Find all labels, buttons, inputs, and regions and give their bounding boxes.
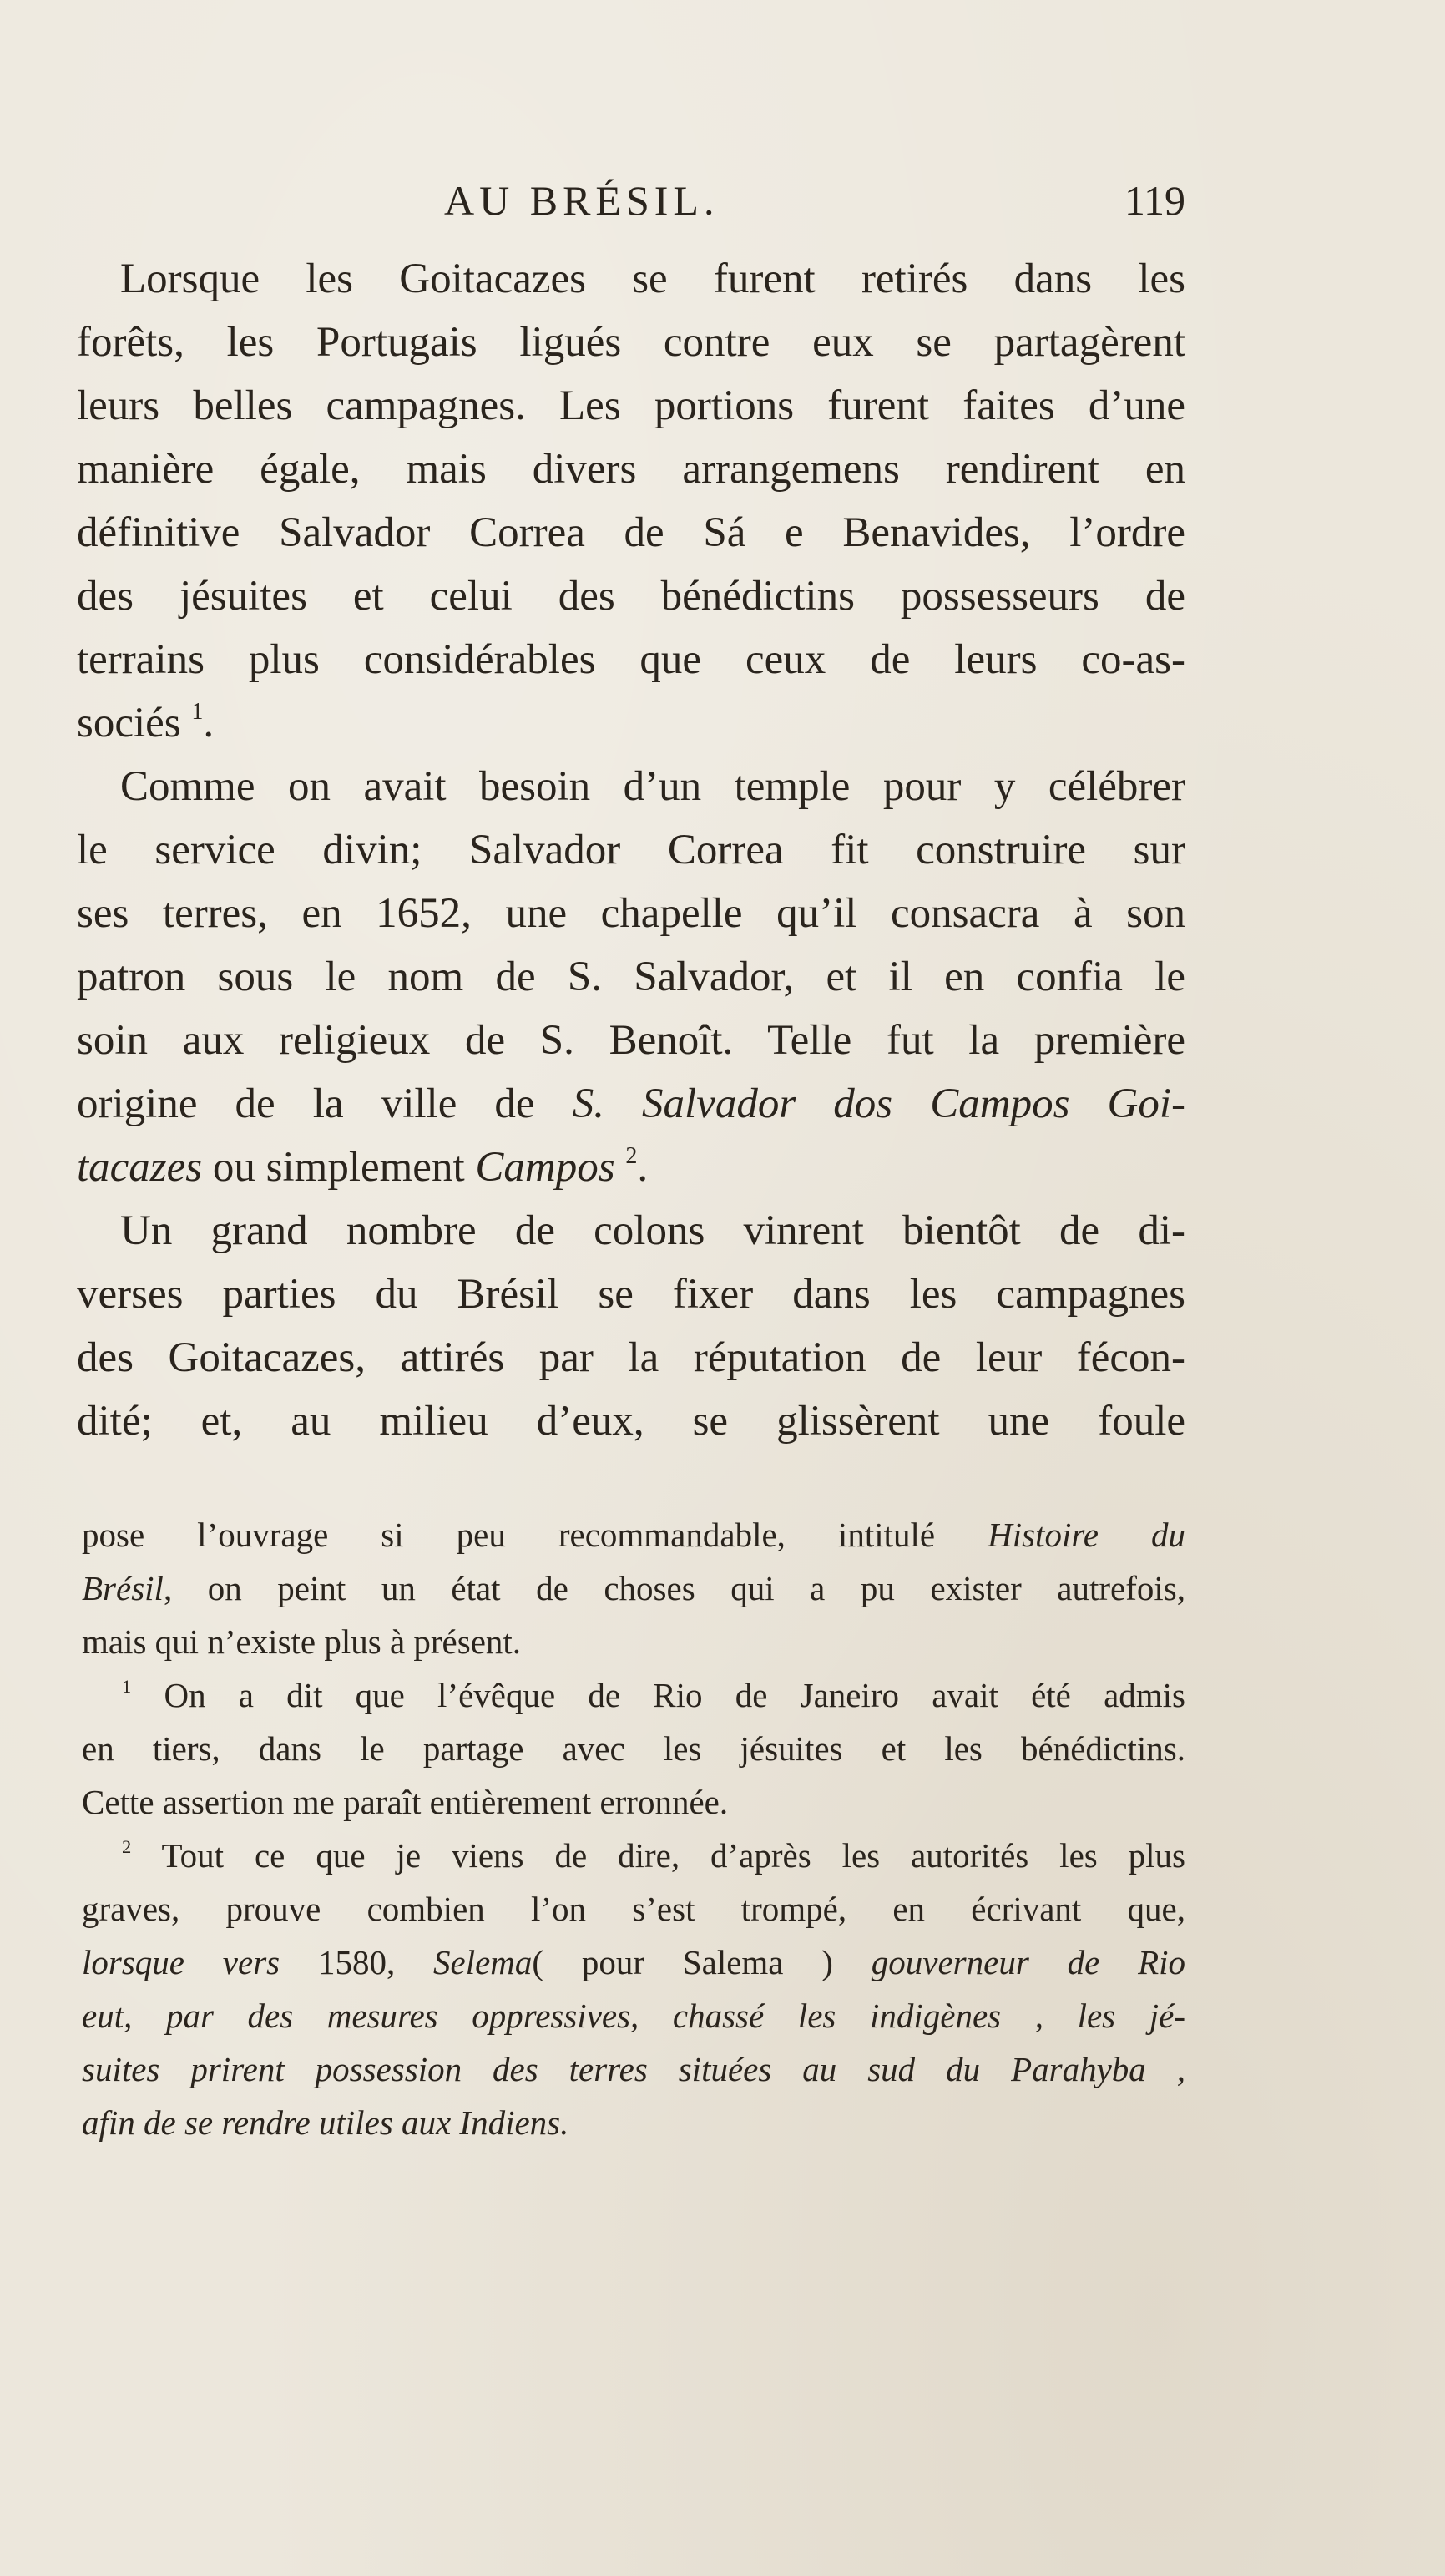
italic-quote: afin de se rendre utiles aux Indiens. [82, 2103, 569, 2142]
text-fragment: sociés [77, 700, 181, 746]
text-line: soin aux religieux de S. Benoît. Telle fut la première [77, 1017, 1185, 1064]
footnote-ref-2: 2 [625, 1142, 638, 1169]
text-line: Un grand nombre de colons vinrent bientôt de di- [120, 1207, 1185, 1254]
italic-book-title: Brésil [82, 1569, 164, 1607]
italic-quote: eut, par des mesures oppressives, chassé les indigènes , les jé- [82, 1997, 1185, 2035]
main-text [77, 247, 1185, 1453]
punctuation: . [203, 700, 215, 746]
running-head [77, 171, 1185, 230]
footnote-marker: 1 [122, 1676, 132, 1698]
text-line: ses terres, en 1652, une chapelle qu’il consacra à son [77, 890, 1185, 937]
italic-quote: gouverneur de Rio [871, 1943, 1186, 1981]
text-line: Comme on avait besoin d’un temple pour y célébrer [120, 763, 1185, 810]
italic-place-name: S. Salvador dos Campos Goi- [572, 1081, 1186, 1127]
footnote-line [82, 2042, 1185, 2096]
footnote-ref-1: 1 [191, 698, 204, 725]
text-fragment: origine de la ville de [77, 1081, 535, 1127]
footnote-continued [82, 1508, 1185, 1668]
text-line: forêts, les Portugais ligués contre eux se partagèrent [77, 319, 1185, 366]
text-line: définitive Salvador Correa de Sá e Benavides, l’ordre [77, 509, 1185, 556]
paragraph-1 [77, 247, 1185, 755]
text-line: des Goitacazes, attirés par la réputation de leur fécon- [77, 1334, 1185, 1381]
italic-book-title: Histoire du [988, 1516, 1185, 1554]
text-line: Lorsque les Goitacazes se furent retirés dans les [120, 256, 1185, 302]
punctuation: . [637, 1144, 649, 1191]
page-number: 119 [1124, 177, 1185, 224]
text-line: verses parties du Brésil se fixer dans les campagnes [77, 1271, 1185, 1318]
text-line: le service divin; Salvador Correa fit construire sur [77, 827, 1185, 873]
text-line: patron sous le nom de S. Salvador, et il en confia le [77, 954, 1185, 1000]
text-line [77, 691, 1185, 755]
text-line: terrains plus considérables que ceux de leurs co-as- [77, 636, 1185, 683]
italic-quote: suites prirent possession des terres situées au sud du Parahyba , [82, 2050, 1185, 2088]
footnote-line [82, 1668, 1185, 1722]
footnote-1 [82, 1668, 1185, 1829]
text-line [77, 1072, 1185, 1136]
italic-place-name: Campos [475, 1144, 615, 1191]
text-fragment: , on peint un état de choses qui a pu exister autrefois, [163, 1569, 1185, 1607]
italic-place-name: tacazes [77, 1144, 203, 1191]
italic-quote: lorsque vers [82, 1943, 280, 1981]
text-fragment: On a dit que l’évêque de Rio de Janeiro avait été admis [164, 1676, 1186, 1714]
italic-quote: Selema [433, 1943, 533, 1981]
text-line: leurs belles campagnes. Les portions furent faites d’une [77, 382, 1185, 429]
footnote-line [82, 1561, 1185, 1615]
text-line: dité; et, au milieu d’eux, se glissèrent une foule [77, 1398, 1185, 1445]
footnote-line [82, 1829, 1185, 1882]
footnote-line: en tiers, dans le partage avec les jésuites et les bénédictins. [82, 1729, 1185, 1768]
text-fragment: 1580, [317, 1943, 396, 1981]
footnote-line: mais qui n’existe plus à présent. [82, 1622, 522, 1661]
text-line: manière égale, mais divers arrangemens rendirent en [77, 446, 1185, 493]
footnote-marker: 2 [122, 1836, 132, 1858]
footnote-line [82, 1936, 1185, 1989]
text-line [77, 1136, 1185, 1199]
running-title: AU BRÉSIL. [444, 177, 720, 224]
text-line: des jésuites et celui des bénédictins possesseurs de [77, 573, 1185, 620]
footnote-line [82, 2096, 1185, 2149]
text-fragment: Tout ce que je viens de dire, d’après les autorités les plus [161, 1836, 1185, 1875]
text-fragment: ( pour Salema ) [532, 1943, 833, 1981]
text-fragment: ou simplement [212, 1144, 465, 1191]
footnote-line [82, 1989, 1185, 2042]
footnotes [82, 1508, 1185, 2149]
text-fragment: pose l’ouvrage si peu recommandable, intitulé [82, 1516, 936, 1554]
footnote-line: graves, prouve combien l’on s’est trompé, en écrivant que, [82, 1890, 1185, 1928]
footnote-line: Cette assertion me paraît entièrement erronnée. [82, 1783, 729, 1821]
paragraph-3 [77, 1199, 1185, 1453]
footnote-2 [82, 1829, 1185, 2149]
footnote-line [82, 1508, 1185, 1561]
paragraph-2 [77, 755, 1185, 1199]
